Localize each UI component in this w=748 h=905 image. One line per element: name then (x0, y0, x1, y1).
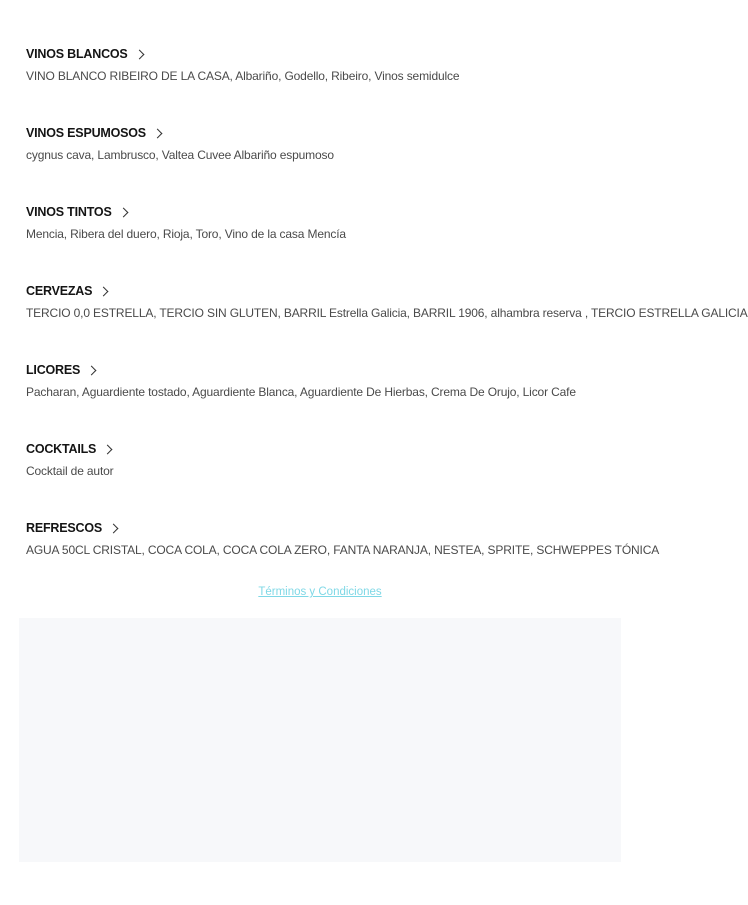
category-licores[interactable] (26, 360, 616, 439)
chevron-right-icon (153, 129, 163, 139)
category-title: CERVEZAS (26, 284, 93, 298)
category-items-summary: VINO BLANCO RIBEIRO DE LA CASA, Albariño, Godello, Ribeiro, Vinos semidulce (26, 69, 460, 83)
category-cervezas[interactable] (26, 281, 748, 360)
terms-and-conditions-link[interactable]: Términos y Condiciones (258, 586, 382, 598)
category-header (26, 44, 616, 64)
category-header (26, 360, 616, 380)
category-header (26, 281, 616, 301)
category-items-summary: TERCIO 0,0 ESTRELLA, TERCIO SIN GLUTEN, BARRIL Estrella Galicia, BARRIL 1906, alhambra reserva , TERCIO ESTRELLA GALICIA (26, 306, 748, 320)
category-title: LICORES (26, 363, 81, 377)
category-title: VINOS ESPUMOSOS (26, 126, 146, 140)
category-items-summary: Pacharan, Aguardiente tostado, Aguardiente Blanca, Aguardiente De Hierbas, Crema De Orujo, Licor Cafe (26, 385, 576, 399)
category-title: COCKTAILS (26, 442, 97, 456)
chevron-right-icon (99, 287, 109, 297)
category-title: REFRESCOS (26, 521, 102, 535)
chevron-right-icon (109, 524, 119, 534)
category-items-summary: Cocktail de autor (26, 464, 114, 478)
category-header (26, 202, 616, 222)
chevron-right-icon (118, 208, 128, 218)
category-vinos-espumosos[interactable] (26, 123, 616, 202)
menu-category-list (26, 44, 748, 597)
category-items-summary: cygnus cava, Lambrusco, Valtea Cuvee Albariño espumoso (26, 148, 334, 162)
category-title: VINOS BLANCOS (26, 47, 128, 61)
category-cocktails[interactable] (26, 439, 616, 518)
chevron-right-icon (103, 445, 113, 455)
category-vinos-tintos[interactable] (26, 202, 616, 281)
category-header (26, 123, 616, 143)
bottom-panel (19, 618, 621, 862)
category-header (26, 439, 616, 459)
category-items-summary: Mencia, Ribera del duero, Rioja, Toro, Vino de la casa Mencía (26, 227, 346, 241)
category-items-summary: AGUA 50CL CRISTAL, COCA COLA, COCA COLA ZERO, FANTA NARANJA, NESTEA, SPRITE, SCHWEPPES TÓNICA (26, 543, 660, 557)
chevron-right-icon (87, 366, 97, 376)
chevron-right-icon (134, 50, 144, 60)
category-title: VINOS TINTOS (26, 205, 112, 219)
category-header (26, 518, 616, 538)
category-vinos-blancos[interactable] (26, 44, 616, 123)
